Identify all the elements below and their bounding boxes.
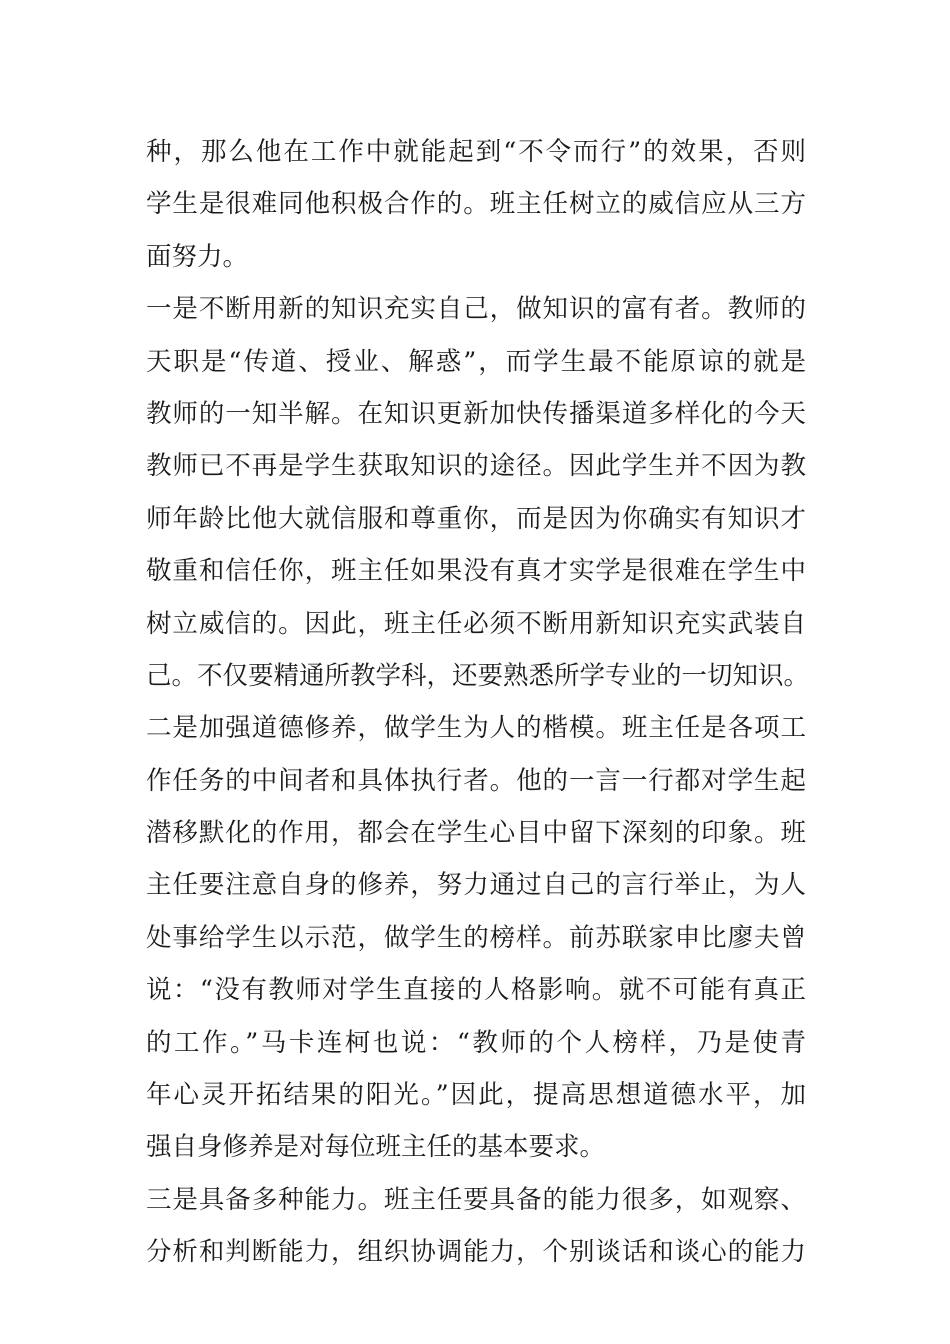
- text-line: 树立威信的。因此，班主任必须不断用新知识充实武装自: [146, 608, 806, 639]
- text-line: 面努力。: [146, 241, 249, 272]
- text-line: 处事给学生以示范，做学生的榜样。前苏联家申比廖夫曾: [146, 922, 806, 953]
- text-line: 学生是很难同他积极合作的。班主任树立的威信应从三方: [146, 189, 806, 220]
- text-line: 说：“没有教师对学生直接的人格影响。就不可能有真正: [146, 975, 806, 1006]
- text-line: 敬重和信任你，班主任如果没有真才实学是很难在学生中: [146, 556, 806, 587]
- text-line: 年心灵开拓结果的阳光。”因此，提高思想道德水平，加: [146, 1080, 806, 1111]
- body-text: [146, 126, 810, 1279]
- text-line: 三是具备多种能力。班主任要具备的能力很多，如观察、: [146, 1184, 806, 1215]
- text-line: 作任务的中间者和具体执行者。他的一言一行都对学生起: [146, 765, 806, 796]
- text-line: 教师的一知半解。在知识更新加快传播渠道多样化的今天: [146, 398, 806, 429]
- text-line: 种，那么他在工作中就能起到“不令而行”的效果，否则: [146, 137, 806, 167]
- text-line: 强自身修养是对每位班主任的基本要求。: [146, 1132, 606, 1163]
- text-line: 分析和判断能力，组织协调能力，个别谈话和谈心的能力: [146, 1237, 806, 1268]
- text-line: 主任要注意自身的修养，努力通过自己的言行举止，为人: [146, 870, 806, 901]
- text-line: 一是不断用新的知识充实自己，做知识的富有者。教师的: [146, 294, 806, 325]
- text-line: 的工作。”马卡连柯也说：“教师的个人榜样，乃是使青: [146, 1027, 806, 1058]
- text-line: 己。不仅要精通所教学科，还要熟悉所学专业的一切知识。: [146, 660, 810, 691]
- text-line: 二是加强道德修养，做学生为人的楷模。班主任是各项工: [146, 713, 806, 744]
- text-line: 潜移默化的作用，都会在学生心目中留下深刻的印象。班: [146, 818, 806, 849]
- text-line: 教师已不再是学生获取知识的途径。因此学生并不因为教: [146, 451, 806, 482]
- text-line: 天职是“传道、授业、解惑”，而学生最不能原谅的就是: [146, 346, 806, 377]
- text-line: 师年龄比他大就信服和尊重你，而是因为你确实有知识才: [146, 503, 806, 534]
